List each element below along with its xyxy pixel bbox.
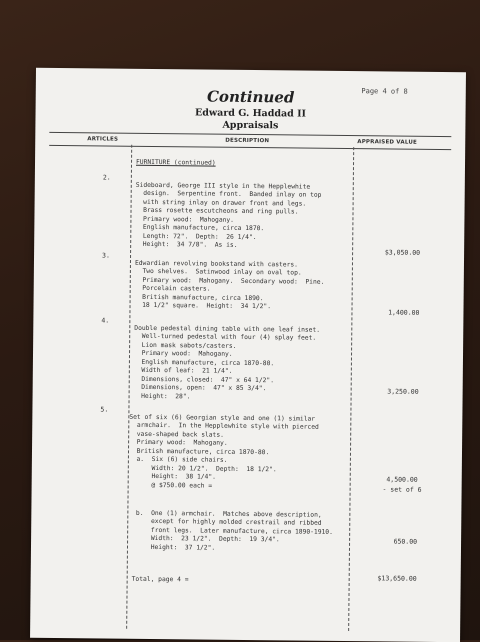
column-articles: ARTICLES bbox=[87, 136, 119, 143]
item-number: 4. bbox=[101, 316, 110, 325]
item-description: Double pedestal dining table with one leaf inset. Well-turned pedestal with four (4) splay feet. Lion mask sabots/casters. Primary wood: Mahogany. English manufacture, circa 1870-80. Width of leaf: 21 1/4". Dimensions, closed: 47" x 64 1/2". Dimensions, open: 47" x 85 3/4". Height: 28". bbox=[133, 324, 321, 400]
appraisal-page bbox=[30, 68, 466, 642]
header-rule-bottom bbox=[49, 145, 451, 150]
item-value: 1,400.00 bbox=[388, 308, 420, 317]
page-number: Page 4 of 8 bbox=[361, 87, 408, 96]
item-value: 650.00 bbox=[393, 537, 418, 546]
section-heading: FURNITURE (continued) bbox=[135, 158, 216, 167]
item-number: 3. bbox=[102, 251, 110, 260]
column-divider-right bbox=[348, 147, 354, 631]
column-divider-left bbox=[126, 145, 132, 629]
column-appraised-value: APPRAISED VALUE bbox=[357, 139, 418, 146]
item-value: 4,500.00 bbox=[386, 475, 418, 484]
item-number: 2. bbox=[102, 173, 111, 182]
page-title: Continued bbox=[206, 87, 295, 107]
item-description: Sideboard, George III style in the Hepplewhite design. Serpentine front. Banded inlay on top with string inlay on drawer front and legs. Brass rosette escutcheons and ring pulls. Primary wood: Mahogany. English manufacture, circa 1870. Length: 72". Depth: 26 1/4". Height: 34 7/8". As is. bbox=[135, 181, 322, 249]
total-value: $13,650.00 bbox=[377, 574, 417, 583]
item-description: Edwardian revolving bookstand with casters. Two shelves. Satinwood inlay on oval top. Primary wood: Mahogany. Secondary wood: Pine. Porcelain casters. British manufacture, circa 1890. 18 1/2" square. Height: 34 1/2". bbox=[134, 259, 325, 311]
total-label: Total, page 4 = bbox=[131, 575, 189, 584]
item-value: $3,050.00 bbox=[384, 248, 421, 257]
document-type: Appraisals bbox=[222, 119, 279, 132]
item-description: b. One (1) armchair. Matches above description, except for highly molded crestrail and ribbed front legs. Later manufacture, circa 1890-1910. Width: 23 1/2". Depth: 19 3/4". Height: 37 1/2". bbox=[127, 509, 333, 552]
item-value-note: - set of 6 bbox=[382, 485, 422, 494]
item-description: Set of six (6) Georgian style and one (1) similar armchair. In the Hepplewhite style with pierced vase-shaped back slats. Primary wood: Mahogany. British manufacture, circa 1870-80. a. Six (6) side chairs. Width: 20 1/2". Depth: 18 1/2". Height: 38 1/4". @ $750.00 each = bbox=[128, 413, 319, 490]
item-number: 5. bbox=[100, 405, 109, 414]
item-value: 3,250.00 bbox=[387, 387, 419, 396]
client-name: Edward G. Haddad II bbox=[194, 107, 307, 120]
column-description: DESCRIPTION bbox=[225, 137, 270, 145]
